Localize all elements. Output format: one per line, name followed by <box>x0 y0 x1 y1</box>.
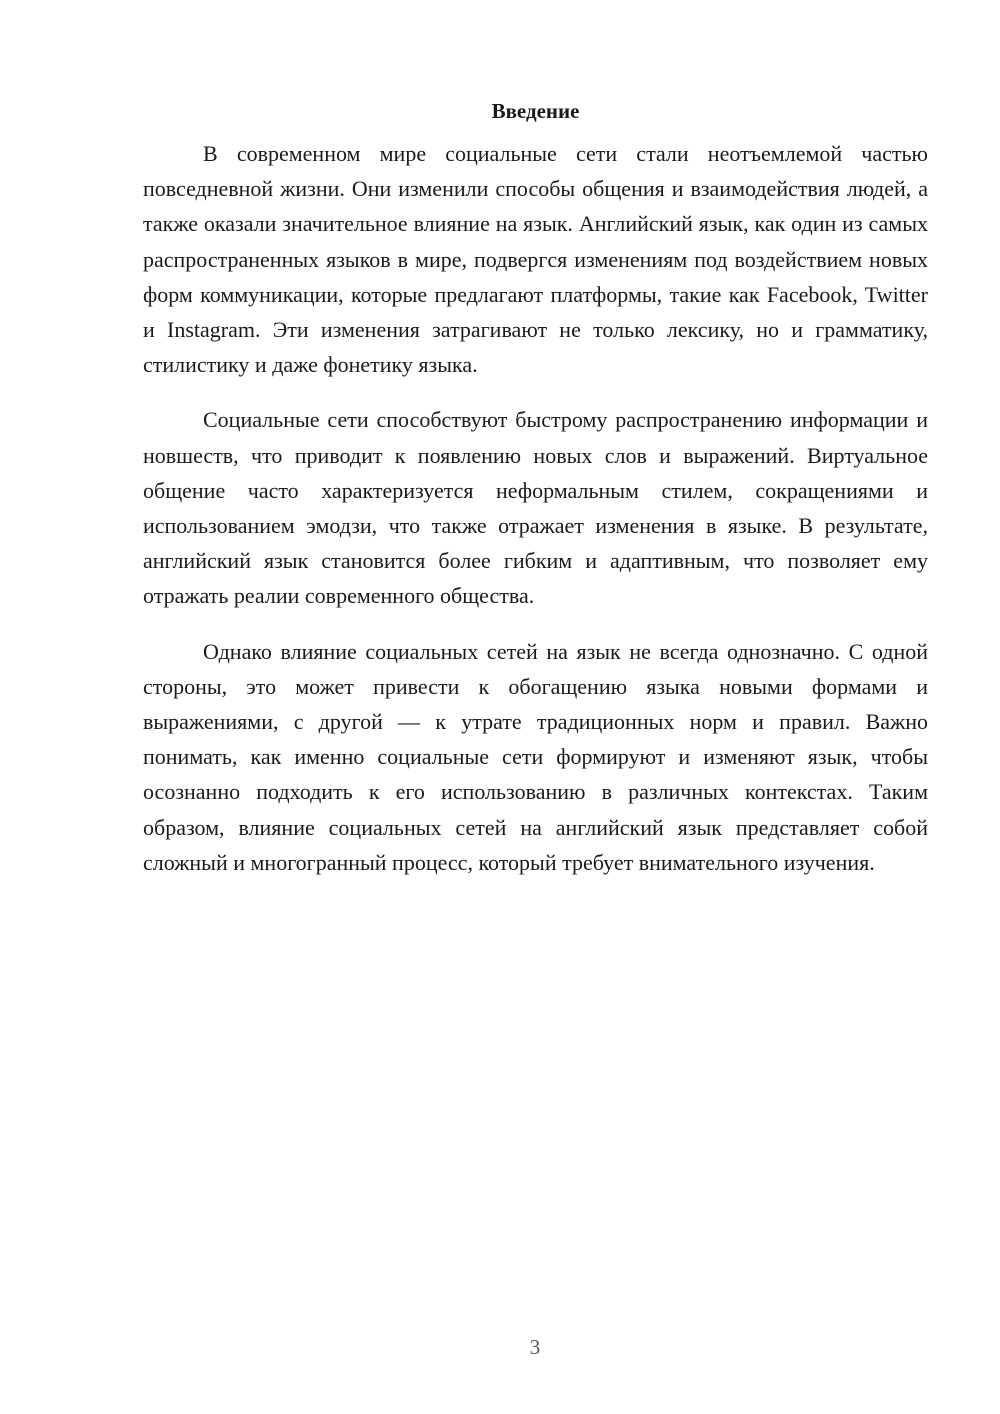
paragraph-3: Однако влияние социальных сетей на язык не всегда однозначно. С одной стороны, это может привести к обогащению языка новыми формами и выражениями, с другой — к утрате традиционных норм и правил. Важно понимать, как именно социальные сети формируют и изменяют язык, чтобы осознанно подходить к его использованию в различных контекстах. Таким образом, влияние социальных сетей на английский язык представляет собой сложный и многогранный процесс, который требует внимательного изучения. <box>143 638 928 875</box>
section-title: Введение <box>491 99 580 123</box>
paragraph-2: Социальные сети способствуют быстрому распространению информации и новшеств, что приводит к появлению новых слов и выражений. Виртуальное общение часто характеризуется неформальным стилем, сокращениями и использованием эмодзи, что также отражает изменения в языке. В результате, английский язык становится более гибким и адаптивным, что позволяет ему отражать реалии современного общества. <box>143 407 928 609</box>
paragraph-1: В современном мире социальные сети стали неотъемлемой частью повседневной жизни. Они изменили способы общения и взаимодействия людей, а также оказали значительное влияние на язык. Английский язык, как один из самых распространенных языков в мире, подвергся изменениям под воздействием новых форм коммуникации, которые предлагают платформы, такие как Facebook, Twitter и Instagram. Эти изменения затрагивают не только лексику, но и грамматику, стилистику и даже фонетику языка. <box>143 141 928 378</box>
page-content <box>143 96 928 900</box>
page-number: 3 <box>529 1335 541 1359</box>
